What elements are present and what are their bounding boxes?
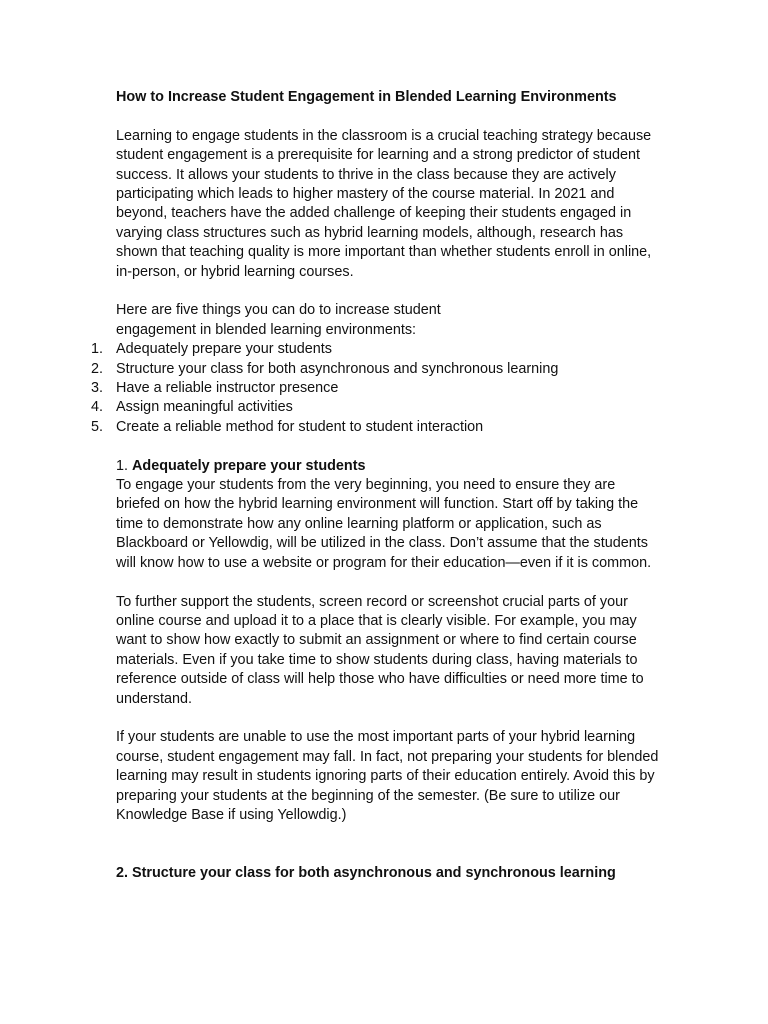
list-item xyxy=(91,418,661,437)
list-item xyxy=(91,340,661,359)
list-item-text: Have a reliable instructor presence xyxy=(116,380,339,397)
list-item-number: 1. xyxy=(91,341,104,358)
intro-paragraph: Learning to engage students in the classroom is a crucial teaching strategy because student engagement is a prerequisite for learning and a strong predictor of student success. It allows your students to thrive in the class because they are actively participating which leads to higher mastery of the course material. In 2021 and beyond, teachers have the added challenge of keeping their students engaged in varying class structures such as hybrid learning models, although, research has shown that teaching quality is more important than whether students enroll in online, in-person, or hybrid learning courses. xyxy=(116,127,652,280)
section-1-number: 1. xyxy=(116,457,129,474)
list-item-number: 5. xyxy=(91,418,104,435)
section-1-title: Adequately prepare your students xyxy=(132,457,366,474)
spacer xyxy=(116,573,661,592)
list-item-number: 2. xyxy=(91,360,104,377)
list-intro-line-1: Here are five things you can do to increase student xyxy=(116,302,441,319)
spacer xyxy=(116,825,661,864)
section-1-paragraph-2: To further support the students, screen record or screenshot crucial parts of your online course and upload it to a place that is clearly visible. For example, you may want to show how exactly to submit an assignment or where to find certain course materials. Even if you take time to show students during class, having materials to reference outside of class will help those who have difficulties or need more time to understand. xyxy=(116,593,644,707)
list-item xyxy=(91,360,661,379)
list-item-number: 3. xyxy=(91,380,104,397)
spacer xyxy=(116,107,661,126)
list-item xyxy=(91,398,661,417)
engagement-list xyxy=(91,340,661,437)
list-item-number: 4. xyxy=(91,399,104,416)
spacer xyxy=(116,709,661,728)
section-1-paragraph-1: To engage your students from the very beginning, you need to ensure they are briefed on how the hybrid learning environment will function. Start off by taking the time to demonstrate how any online learning platform or application, such as Blackboard or Yellowdig, will be utilized in the class. Don’t assume that the students will know how to use a website or program for their education—even if it is common. xyxy=(116,477,652,571)
list-item-text: Create a reliable method for student to student interaction xyxy=(116,418,484,435)
list-item-text: Structure your class for both asynchronous and synchronous learning xyxy=(116,360,559,377)
list-item-text: Adequately prepare your students xyxy=(116,341,333,358)
section-1-paragraph-3: If your students are unable to use the most important parts of your hybrid learning course, student engagement may fall. In fact, not preparing your students for blended learning may result in students ignoring parts of their education entirely. Avoid this by preparing your students at the beginning of the semester. (Be sure to utilize our Knowledge Base if using Yellowdig.) xyxy=(116,729,659,823)
section-1-heading xyxy=(116,457,661,476)
spacer xyxy=(116,437,661,456)
spacer xyxy=(116,282,661,301)
list-item xyxy=(91,379,661,398)
section-2-heading: 2. Structure your class for both asynchronous and synchronous learning xyxy=(116,865,616,882)
list-item-text: Assign meaningful activities xyxy=(116,399,293,416)
list-intro-line-2: engagement in blended learning environments: xyxy=(116,321,417,338)
document-title: How to Increase Student Engagement in Blended Learning Environments xyxy=(116,89,617,105)
document-page xyxy=(91,88,661,884)
